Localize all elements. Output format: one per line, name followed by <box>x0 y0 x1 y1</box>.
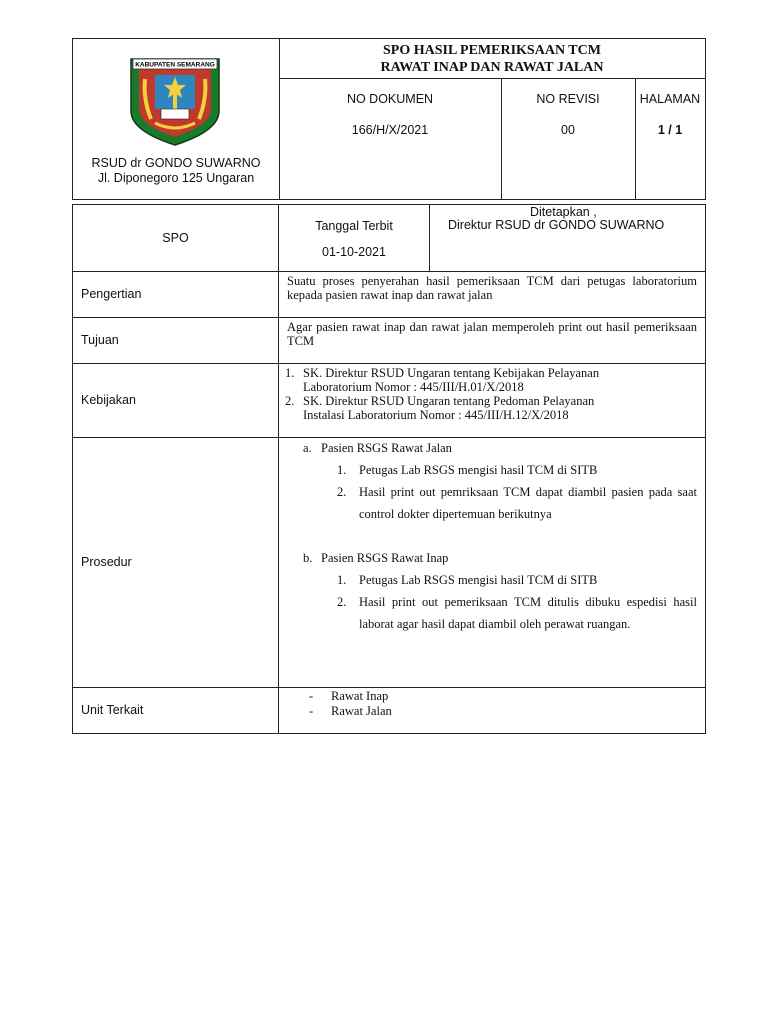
prosedur-label: Prosedur <box>81 555 132 569</box>
ditetapkan-cell <box>430 205 705 271</box>
prosedur-label-cell <box>73 437 279 687</box>
halaman-cell <box>635 79 705 199</box>
kabupaten-semarang-logo <box>125 49 225 149</box>
spo-row <box>73 205 705 272</box>
prosedur-item-text: Hasil print out pemeriksaan TCM ditulis dibuku espedisi hasil laborat agar hasil dapat diambil oleh perawat ruangan. <box>359 595 697 631</box>
kebijakan-item-text <box>303 394 697 422</box>
unit-terkait-row <box>73 687 705 733</box>
document-title <box>279 39 705 79</box>
no-dokumen-label: NO DOKUMEN <box>346 92 434 106</box>
unit-terkait-item <box>309 689 697 704</box>
tujuan-text: Agar pasien rawat inap dan rawat jalan memperoleh print out hasil pemeriksaan TCM <box>287 320 697 348</box>
spo-label-cell <box>73 205 279 271</box>
ditetapkan-label: Ditetapkan , <box>530 205 597 219</box>
prosedur-item-number: 2. <box>337 485 347 499</box>
prosedur-spacer <box>287 525 697 547</box>
no-revisi-cell <box>501 79 636 199</box>
tanggal-terbit-cell <box>279 205 430 271</box>
kebijakan-item-line: Instalasi Laboratorium Nomor : 445/III/H.12/X/2018 <box>303 408 569 422</box>
kebijakan-item-number: 1. <box>285 366 295 380</box>
prosedur-item-text: Petugas Lab RSGS mengisi hasil TCM di SITB <box>359 573 598 587</box>
tanggal-terbit-value: 01-10-2021 <box>322 245 386 259</box>
unit-bullet: - <box>309 704 314 718</box>
unit-terkait-label-cell <box>73 687 279 733</box>
document-header <box>72 38 706 200</box>
title-line-1: SPO HASIL PEMERIKSAAN TCM <box>383 43 601 58</box>
no-dokumen-value: 166/H/X/2021 <box>351 123 429 137</box>
kebijakan-item-line: Laboratorium Nomor : 445/III/H.01/X/2018 <box>303 380 524 394</box>
prosedur-item-number: 1. <box>337 573 347 587</box>
direktur-label: Direktur RSUD dr GONDO SUWARNO <box>448 218 665 232</box>
title-line-2: RAWAT INAP DAN RAWAT JALAN <box>380 60 604 75</box>
kebijakan-item <box>285 394 697 422</box>
prosedur-a-item <box>287 481 697 525</box>
spo-label: SPO <box>162 231 189 245</box>
spo-table <box>72 204 706 734</box>
kebijakan-item-line: SK. Direktur RSUD Ungaran tentang Pedoman Pelayanan <box>303 394 595 408</box>
prosedur-item-text: Petugas Lab RSGS mengisi hasil TCM di SITB <box>359 463 598 477</box>
tujuan-label: Tujuan <box>81 333 119 347</box>
unit-terkait-text: Rawat Inap <box>331 689 389 703</box>
kebijakan-row <box>73 363 705 438</box>
tujuan-label-cell <box>73 317 279 363</box>
halaman-value: 1 / 1 <box>657 123 683 137</box>
kebijakan-label-cell <box>73 363 279 437</box>
pengertian-row <box>73 271 705 318</box>
prosedur-b-item <box>287 591 697 635</box>
prosedur-content <box>279 437 705 687</box>
unit-bullet: - <box>309 689 314 703</box>
kebijakan-item-text <box>303 366 697 394</box>
prosedur-item-text: Hasil print out pemriksaan TCM dapat diambil pasien pada saat control dokter dipertemuan berikutnya <box>359 485 697 521</box>
section-b-title: Pasien RSGS Rawat Inap <box>321 551 449 565</box>
halaman-label: HALAMAN <box>639 92 701 106</box>
kebijakan-item-number: 2. <box>285 394 295 408</box>
prosedur-b-item <box>287 569 697 591</box>
prosedur-row <box>73 437 705 688</box>
no-revisi-value: 00 <box>561 123 575 137</box>
prosedur-a-item <box>287 459 697 481</box>
tujuan-row <box>73 317 705 364</box>
logo-cell <box>73 39 280 199</box>
kebijakan-item <box>285 366 697 394</box>
pengertian-label: Pengertian <box>81 287 142 301</box>
section-a-letter: a. <box>303 441 312 455</box>
section-b-letter: b. <box>303 551 313 565</box>
pengertian-text: Suatu proses penyerahan hasil pemeriksaan TCM dari petugas laboratorium kepada pasien rawat inap dan rawat jalan <box>287 274 697 302</box>
hospital-info <box>73 156 279 186</box>
hospital-name: RSUD dr GONDO SUWARNO <box>91 156 261 170</box>
unit-terkait-text: Rawat Jalan <box>331 704 392 718</box>
unit-terkait-list <box>279 687 705 733</box>
hospital-address: Jl. Diponegoro 125 Ungaran <box>97 171 255 185</box>
section-a-title: Pasien RSGS Rawat Jalan <box>321 441 452 455</box>
prosedur-section-a <box>287 437 697 459</box>
unit-terkait-label: Unit Terkait <box>81 703 144 717</box>
kebijakan-item-line: SK. Direktur RSUD Ungaran tentang Kebijakan Pelayanan <box>303 366 600 380</box>
kebijakan-label: Kebijakan <box>81 393 136 407</box>
kebijakan-list <box>279 363 705 437</box>
no-dokumen-cell <box>279 79 502 199</box>
pengertian-label-cell <box>73 271 279 317</box>
svg-text:KABUPATEN SEMARANG: KABUPATEN SEMARANG <box>135 61 215 69</box>
unit-terkait-item <box>309 704 697 719</box>
tanggal-terbit-label: Tanggal Terbit <box>315 219 393 233</box>
prosedur-item-number: 1. <box>337 463 347 477</box>
prosedur-item-number: 2. <box>337 595 347 609</box>
no-revisi-label: NO REVISI <box>536 92 600 106</box>
prosedur-section-b <box>287 547 697 569</box>
